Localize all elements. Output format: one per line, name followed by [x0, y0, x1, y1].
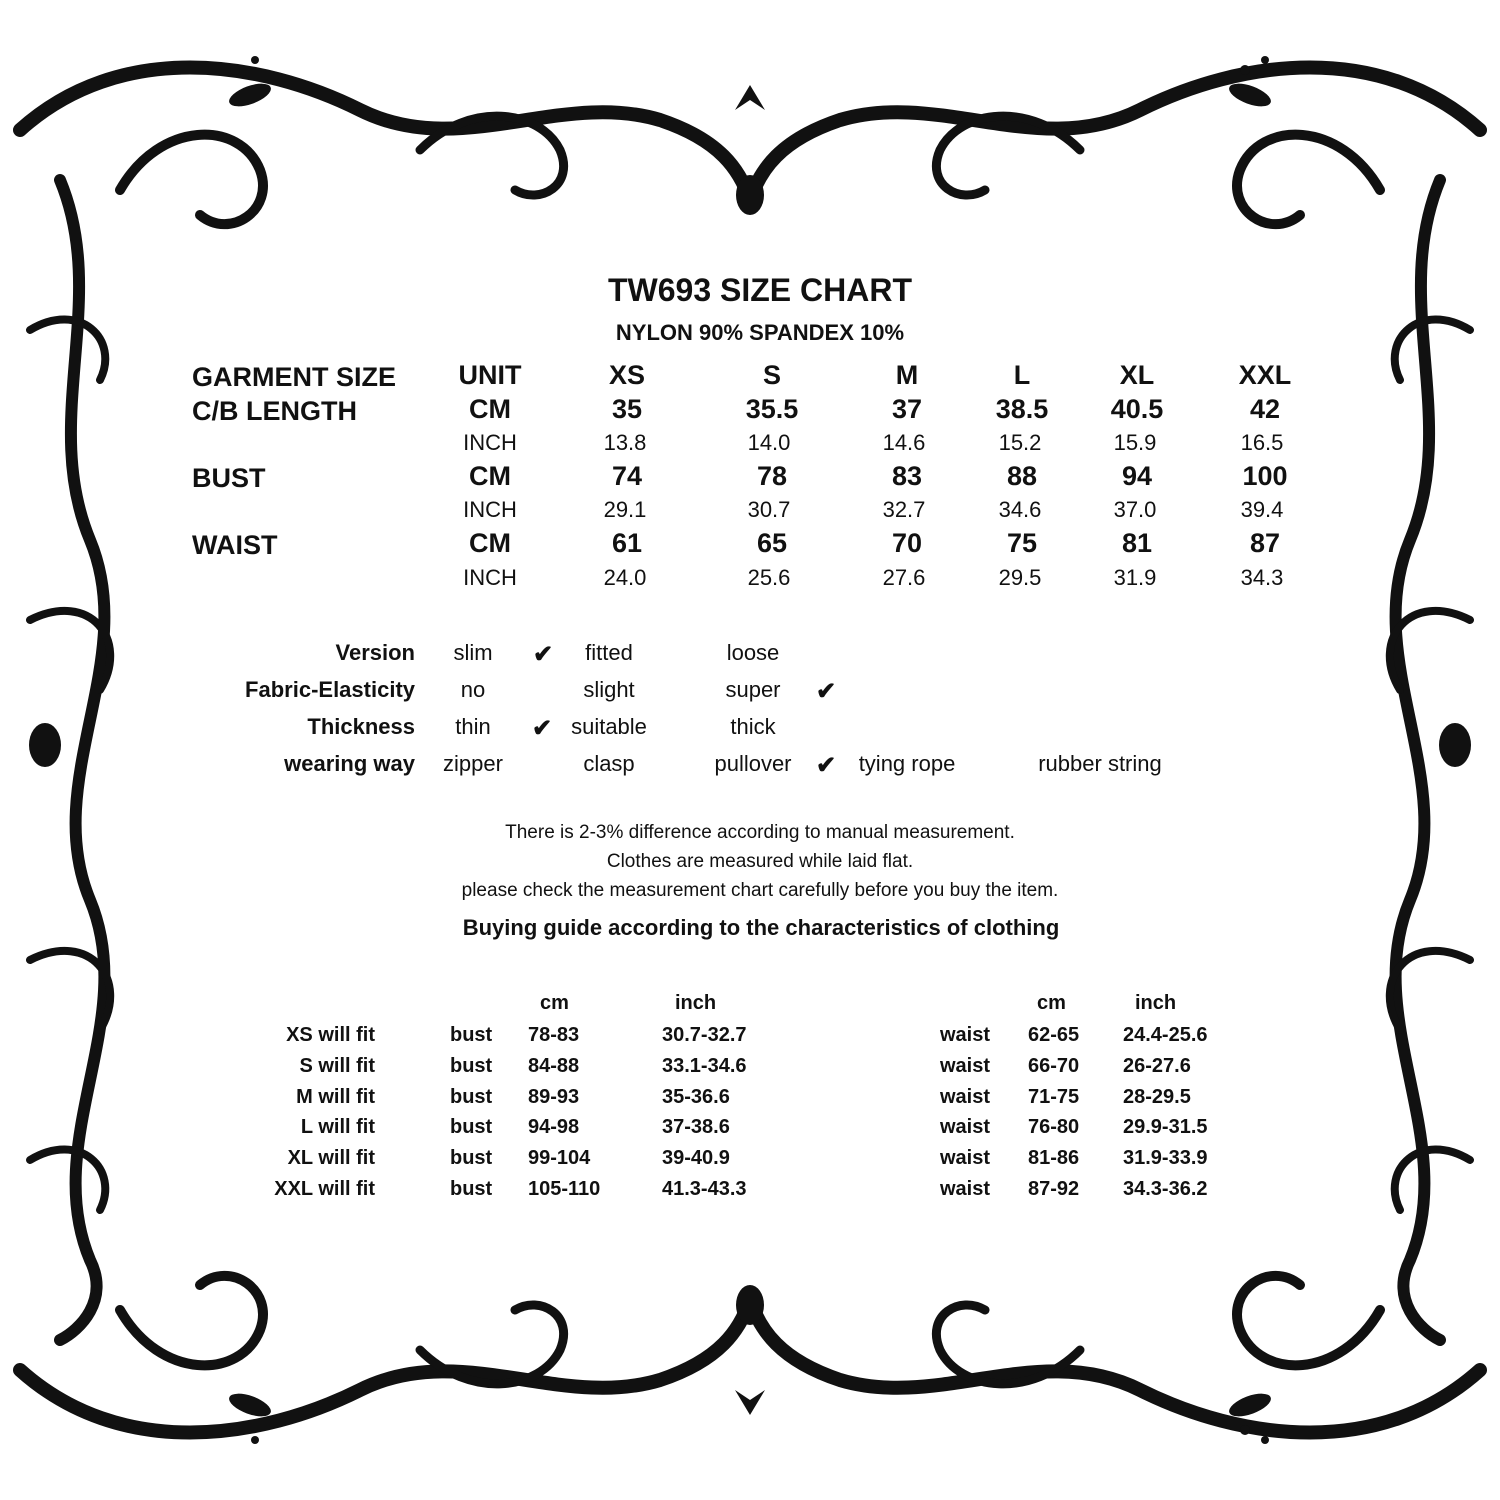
check-icon: ✔	[532, 641, 554, 668]
check-icon: ✔	[815, 678, 837, 705]
unit-cm: CM	[469, 461, 511, 491]
guide-fit-label: XL will fit	[287, 1147, 375, 1169]
cell-value: 31.9	[1113, 565, 1157, 590]
guide-waist-label: waist	[940, 1147, 991, 1169]
note-line: Clothes are measured while laid flat.	[606, 851, 914, 872]
unit-cm: CM	[469, 528, 511, 558]
guide-header-inch: inch	[1135, 992, 1177, 1014]
size-header-l: L	[1013, 360, 1031, 390]
option-thin: thin	[455, 714, 491, 739]
guide-fit-label: L will fit	[300, 1116, 375, 1138]
option-tying-rope: tying rope	[858, 751, 956, 776]
cell-value: 61	[611, 528, 643, 558]
buying-guide-title: Buying guide according to the characteristics of clothing	[462, 915, 1060, 940]
cell-value: 32.7	[882, 497, 926, 522]
cell-value: 29.1	[603, 497, 647, 522]
cell-value: 94	[1121, 461, 1153, 491]
guide-waist-cm: 66-70	[1028, 1055, 1080, 1077]
unit-header: UNIT	[458, 360, 522, 390]
cell-value: 24.0	[603, 565, 647, 590]
cell-value: 37	[891, 394, 923, 424]
guide-fit-label: XS will fit	[286, 1024, 375, 1046]
guide-bust-cm: 78-83	[528, 1024, 580, 1046]
size-header-xxl: XXL	[1238, 360, 1292, 390]
cell-value: 75	[1006, 528, 1038, 558]
cell-value: 83	[891, 461, 923, 491]
guide-header-inch: inch	[675, 992, 717, 1014]
cell-value: 70	[891, 528, 923, 558]
option-no: no	[460, 677, 486, 702]
guide-waist-cm: 76-80	[1028, 1116, 1080, 1138]
option-pullover: pullover	[714, 751, 792, 776]
option-fitted: fitted	[585, 640, 633, 665]
guide-bust-label: bust	[450, 1055, 493, 1077]
feature-label-thickness: Thickness	[307, 714, 415, 739]
cell-value: 30.7	[747, 497, 791, 522]
cell-value: 74	[611, 461, 643, 491]
cell-value: 16.5	[1240, 430, 1284, 455]
guide-bust-label: bust	[450, 1116, 493, 1138]
guide-waist-label: waist	[940, 1116, 991, 1138]
guide-waist-label: waist	[940, 1086, 991, 1108]
unit-inch: INCH	[463, 497, 517, 522]
guide-waist-inch: 28-29.5	[1123, 1086, 1191, 1108]
guide-waist-label: waist	[940, 1178, 991, 1200]
guide-waist-inch: 34.3-36.2	[1123, 1178, 1208, 1200]
guide-header-cm: cm	[1037, 992, 1066, 1014]
guide-bust-cm: 99-104	[528, 1147, 591, 1169]
option-suitable: suitable	[571, 714, 647, 739]
cell-value: 39.4	[1240, 497, 1284, 522]
row-label-bust: BUST	[192, 463, 266, 493]
guide-bust-label: bust	[450, 1178, 493, 1200]
option-clasp: clasp	[583, 751, 635, 776]
guide-bust-inch: 37-38.6	[662, 1116, 730, 1138]
unit-inch: INCH	[463, 565, 517, 590]
cell-value: 14.0	[747, 430, 791, 455]
option-zipper: zipper	[443, 751, 503, 776]
cell-value: 38.5	[995, 394, 1049, 424]
guide-bust-cm: 89-93	[528, 1086, 580, 1108]
option-slim: slim	[453, 640, 493, 665]
option-loose: loose	[726, 640, 780, 665]
guide-bust-label: bust	[450, 1024, 493, 1046]
cell-value: 65	[756, 528, 788, 558]
feature-label-wearing-way: wearing way	[284, 751, 415, 776]
guide-bust-inch: 33.1-34.6	[662, 1055, 747, 1077]
cell-value: 15.9	[1113, 430, 1157, 455]
cell-value: 14.6	[882, 430, 926, 455]
guide-waist-inch: 31.9-33.9	[1123, 1147, 1208, 1169]
cell-value: 13.8	[603, 430, 647, 455]
note-line: please check the measurement chart carefully before you buy the item.	[461, 880, 1059, 901]
guide-waist-cm: 71-75	[1028, 1086, 1080, 1108]
guide-bust-inch: 41.3-43.3	[662, 1178, 747, 1200]
check-icon: ✔	[815, 752, 837, 779]
cell-value: 87	[1249, 528, 1281, 558]
size-header-m: M	[895, 360, 919, 390]
cell-value: 42	[1249, 394, 1281, 424]
cell-value: 25.6	[747, 565, 791, 590]
guide-waist-inch: 29.9-31.5	[1123, 1116, 1208, 1138]
unit-inch: INCH	[463, 430, 517, 455]
fabric-composition: NYLON 90% SPANDEX 10%	[615, 320, 905, 345]
page-title: TW693 SIZE CHART	[607, 272, 913, 308]
option-slight: slight	[583, 677, 635, 702]
size-header-s: S	[762, 360, 781, 390]
guide-waist-label: waist	[940, 1055, 991, 1077]
cell-value: 35.5	[745, 394, 799, 424]
note-line: There is 2-3% difference according to manual measurement.	[505, 822, 1015, 843]
guide-waist-cm: 62-65	[1028, 1024, 1080, 1046]
check-icon: ✔	[531, 715, 553, 742]
cell-value: 34.3	[1240, 565, 1284, 590]
guide-bust-inch: 39-40.9	[662, 1147, 730, 1169]
guide-bust-label: bust	[450, 1147, 493, 1169]
cell-value: 35	[611, 394, 643, 424]
cell-value: 81	[1121, 528, 1153, 558]
cell-value: 37.0	[1113, 497, 1157, 522]
feature-label-fabric-elasticity: Fabric-Elasticity	[245, 677, 415, 702]
cell-value: 78	[756, 461, 788, 491]
option-thick: thick	[730, 714, 776, 739]
guide-bust-inch: 30.7-32.7	[662, 1024, 747, 1046]
cell-value: 100	[1242, 461, 1288, 491]
size-header-xl: XL	[1119, 360, 1155, 390]
cell-value: 29.5	[998, 565, 1042, 590]
guide-waist-label: waist	[940, 1024, 991, 1046]
guide-waist-cm: 81-86	[1028, 1147, 1080, 1169]
cell-value: 15.2	[998, 430, 1042, 455]
cell-value: 88	[1006, 461, 1038, 491]
guide-waist-inch: 24.4-25.6	[1123, 1024, 1208, 1046]
size-header-xs: XS	[608, 360, 646, 390]
feature-label-version: Version	[335, 640, 415, 665]
guide-waist-inch: 26-27.6	[1123, 1055, 1191, 1077]
cell-value: 27.6	[882, 565, 926, 590]
cell-value: 40.5	[1110, 394, 1164, 424]
cell-value: 34.6	[998, 497, 1042, 522]
row-label-waist: WAIST	[192, 530, 278, 560]
guide-header-cm: cm	[540, 992, 569, 1014]
guide-bust-cm: 84-88	[528, 1055, 580, 1077]
option-super: super	[725, 677, 781, 702]
garment-size-header: GARMENT SIZE	[192, 362, 397, 392]
row-label-cb-length: C/B LENGTH	[192, 396, 357, 426]
guide-waist-cm: 87-92	[1028, 1178, 1080, 1200]
guide-bust-cm: 94-98	[528, 1116, 580, 1138]
guide-fit-label: M will fit	[296, 1086, 375, 1108]
unit-cm: CM	[469, 394, 511, 424]
guide-bust-label: bust	[450, 1086, 493, 1108]
guide-fit-label: S will fit	[299, 1055, 375, 1077]
guide-bust-cm: 105-110	[528, 1178, 601, 1200]
guide-fit-label: XXL will fit	[274, 1178, 375, 1200]
option-rubber-string: rubber string	[1038, 751, 1162, 776]
guide-bust-inch: 35-36.6	[662, 1086, 730, 1108]
